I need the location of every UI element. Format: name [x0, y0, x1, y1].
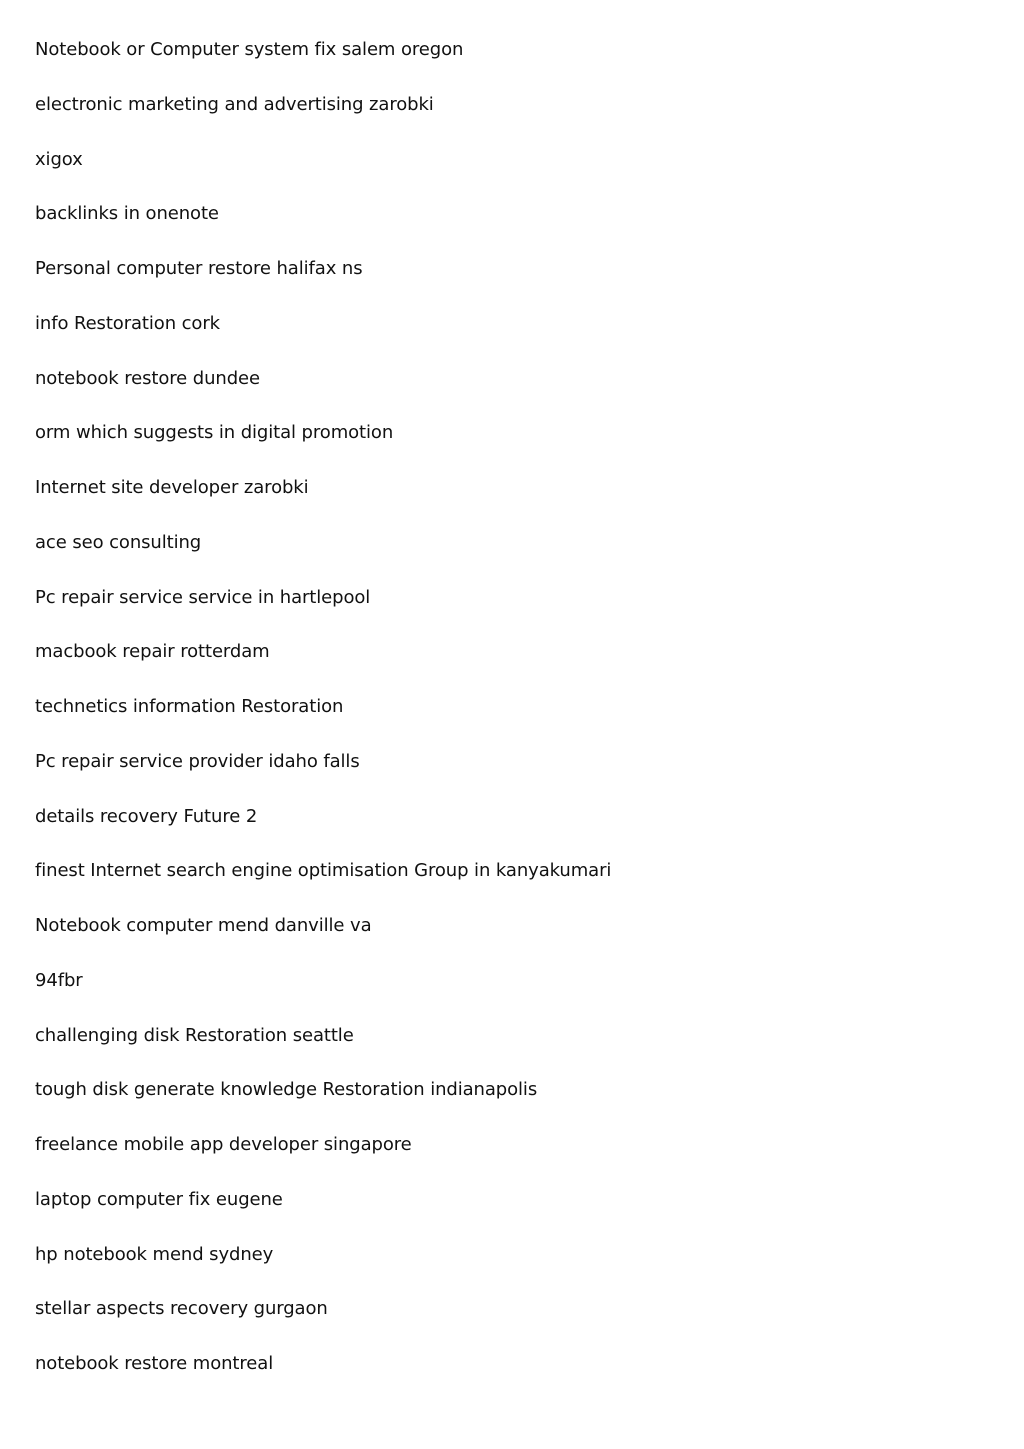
- list-item: [35, 1132, 611, 1187]
- list-link[interactable]: info Restoration cork: [35, 312, 220, 334]
- list-item: [35, 201, 611, 256]
- list-link[interactable]: notebook restore dundee: [35, 367, 260, 389]
- list-item: [35, 1023, 611, 1078]
- list-link[interactable]: Personal computer restore halifax ns: [35, 258, 363, 279]
- list-item: [35, 1351, 611, 1406]
- list-link[interactable]: hp notebook mend sydney: [35, 1243, 274, 1265]
- list-item: [35, 913, 611, 968]
- list-item: [35, 147, 611, 202]
- list-link[interactable]: 94fbr: [35, 969, 83, 991]
- list-link[interactable]: Pc repair service service in hartlepool: [35, 586, 371, 608]
- list-item: [35, 366, 611, 421]
- list-link[interactable]: notebook restore montreal: [35, 1353, 274, 1374]
- list-item: [35, 1187, 611, 1242]
- list-item: [35, 749, 611, 804]
- list-link[interactable]: Pc repair service provider idaho falls: [35, 750, 360, 772]
- link-list: [35, 37, 611, 1406]
- list-link[interactable]: freelance mobile app developer singapore: [35, 1134, 412, 1155]
- list-link[interactable]: finest Internet search engine optimisation Group in kanyakumari: [35, 860, 612, 882]
- list-link[interactable]: macbook repair rotterdam: [35, 641, 270, 663]
- list-link[interactable]: electronic marketing and advertising zarobki: [35, 93, 434, 115]
- list-link[interactable]: laptop computer fix eugene: [35, 1188, 283, 1210]
- list-item: [35, 858, 611, 913]
- list-link[interactable]: technetics information Restoration: [35, 696, 344, 717]
- list-item: [35, 694, 611, 749]
- list-link[interactable]: ace seo consulting: [35, 531, 202, 553]
- list-item: [35, 1242, 611, 1297]
- list-item: [35, 1296, 611, 1351]
- list-item: [35, 639, 611, 694]
- list-link[interactable]: backlinks in onenote: [35, 203, 219, 225]
- list-item: [35, 585, 611, 640]
- list-item: [35, 311, 611, 366]
- list-item: [35, 804, 611, 859]
- list-link[interactable]: details recovery Future 2: [35, 805, 258, 827]
- list-item: [35, 475, 611, 530]
- list-item: [35, 968, 611, 1023]
- list-link[interactable]: tough disk generate knowledge Restoration indianapolis: [35, 1079, 538, 1101]
- list-item: [35, 256, 611, 311]
- list-link[interactable]: challenging disk Restoration seattle: [35, 1024, 354, 1046]
- list-item: [35, 530, 611, 585]
- list-link[interactable]: Notebook or Computer system fix salem oregon: [35, 39, 464, 60]
- list-item: [35, 420, 611, 475]
- list-item: [35, 37, 611, 92]
- list-item: [35, 92, 611, 147]
- list-link[interactable]: orm which suggests in digital promotion: [35, 422, 394, 444]
- list-link[interactable]: Internet site developer zarobki: [35, 477, 309, 498]
- list-link[interactable]: Notebook computer mend danville va: [35, 915, 372, 936]
- list-link[interactable]: stellar aspects recovery gurgaon: [35, 1298, 328, 1320]
- list-item: [35, 1077, 611, 1132]
- list-link[interactable]: xigox: [35, 148, 83, 170]
